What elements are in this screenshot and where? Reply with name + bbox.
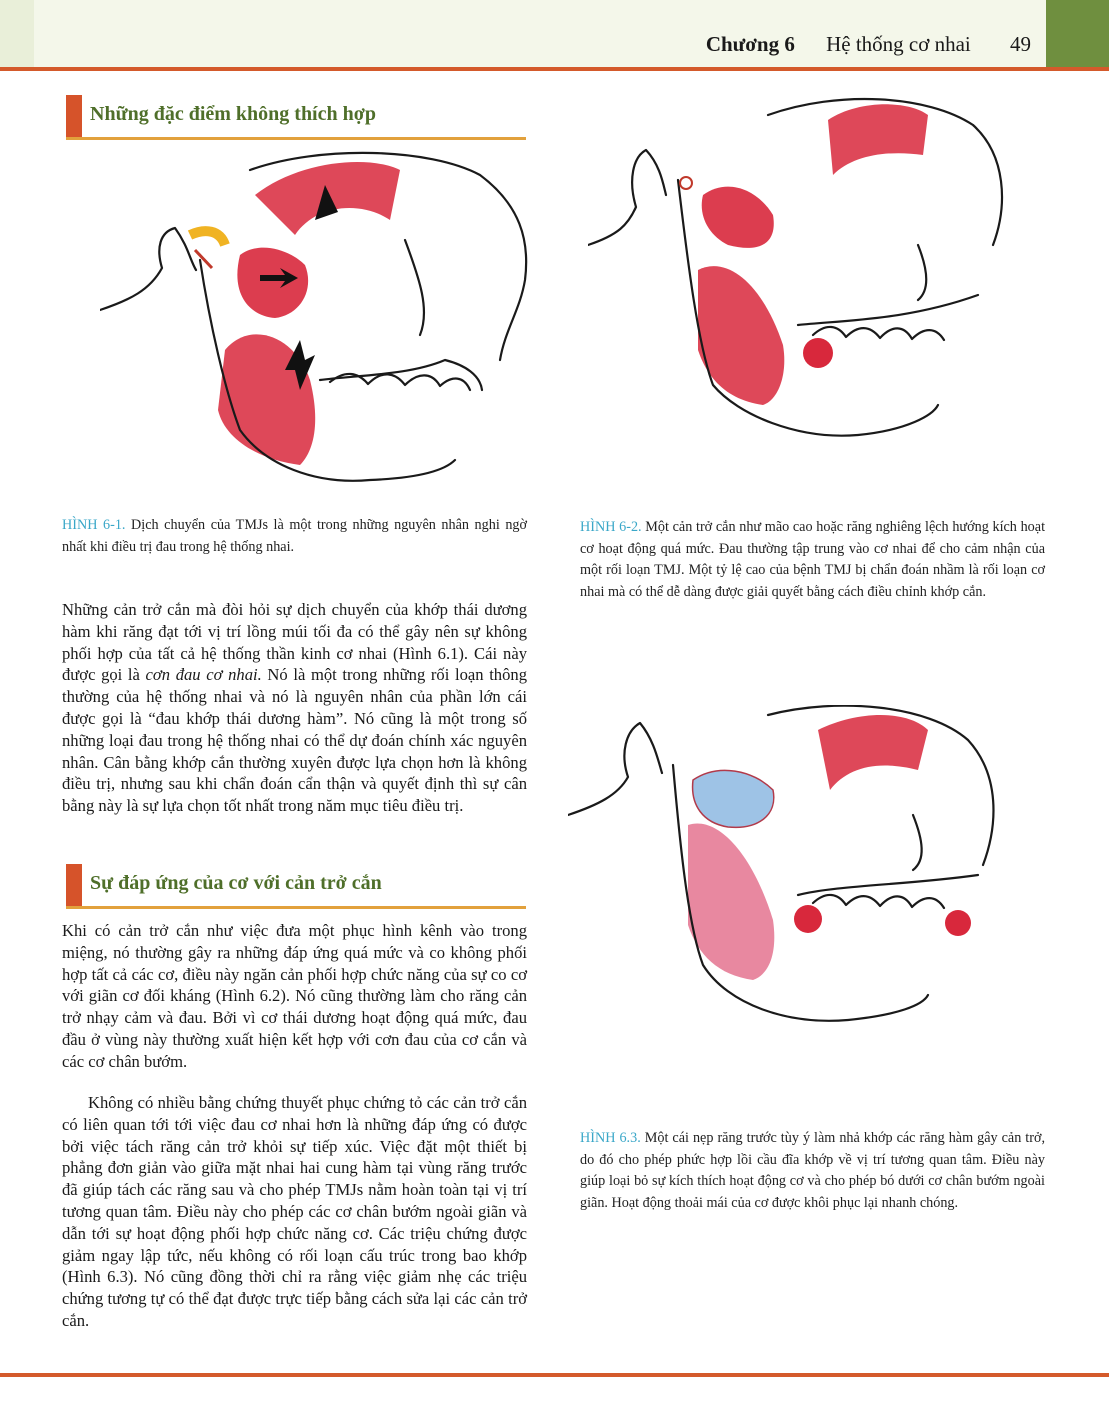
caption-label: HÌNH 6.3. — [580, 1130, 641, 1146]
body-paragraph-1 — [62, 599, 527, 817]
footer-rule — [0, 1373, 1109, 1377]
body-paragraph-3: Không có nhiều bằng chứng thuyết phục chứng tỏ các cản trở cắn có liên quan tới tới việc đau cơ nhai hơn là những đáp ứng có được bởi việc tách răng cản trở khỏi sự tiếp xúc. Việc đặt một thiết bị phẳng đơn giản vào giữa mặt nhai hai cung hàm tại vùng răng trước đã giúp tách các răng sau và cho phép TMJs nằm hoàn toàn tại vị trí tương quan tâm. Điều này cho phép các cơ chân bướm ngoài giãn và dẫn tới sự hoạt động phối hợp chức năng cơ. Các triệu chứng được giảm ngay lập tức, nếu không có rối loạn cấu trúc trong bao khớp (Hình 6.3). Nó cũng đồng thời chỉ ra rằng việc giảm nhẹ các triệu chứng tương tự có thể đạt được trực tiếp bằng cách sửa lại các cản trở cắn. — [62, 1093, 527, 1330]
body-paragraph-2: Khi có cản trở cắn như việc đưa một phục hình kênh vào trong miệng, nó thường gây ra những đáp ứng quá mức và co không phối hợp tất cả các cơ, điều này ngăn cản phối hợp chức năng của sự co cơ với giãn cơ đối kháng (Hình 6.2). Nó cũng thường làm cho răng cản trở nhạy cảm và đau. Bởi vì cơ thái dương hoạt động quá mức, đau đầu ở vùng này thường xuất hiện kết hợp với cơn đau của cơ cắn và các cơ chân bướm. — [62, 921, 527, 1071]
caption-label: HÌNH 6-2. — [580, 519, 642, 535]
caption-text: Một cản trở cắn như mão cao hoặc răng nghiêng lệch hướng kích hoạt cơ hoạt động quá mức. Đau thường tập trung vào cơ nhai để cho cảm nhận của một rối loạn TMJ. Một tỷ lệ cao của bệnh TMJ bị chẩn đoán nhầm là rối loạn cơ nhai mà có thể dễ dàng được giải quyết bằng cách điều chỉnh khớp cắn. — [580, 519, 1046, 600]
running-head — [706, 32, 1031, 57]
chapter-label: Chương 6 — [705, 32, 795, 56]
header-rule — [0, 67, 1109, 71]
figure-6-1-caption — [62, 515, 527, 558]
page-number: 49 — [1010, 32, 1031, 56]
figure-6-1-illustration — [100, 150, 530, 500]
figure-6-2-caption — [580, 517, 1045, 603]
caption-text: Dịch chuyển của TMJs là một trong những nguyên nhân nghi ngờ nhất khi điều trị đau trong hệ thống nhai. — [62, 517, 528, 555]
heading-underline — [66, 906, 526, 909]
header-left-strip — [0, 0, 34, 67]
para-text: Những cản trở cắn mà đòi hỏi sự dịch chuyển của khớp thái dương hàm khi răng đạt tới vị trí lồng múi tối đa có thể gây nên sự không phối hợp của tất cả hệ thống thần kinh cơ nhai (Hình 6.1). Cái này được gọi là — [62, 600, 527, 685]
figure-6-3-illustration — [568, 705, 1018, 1095]
emphasis-term: cơn đau cơ nhai. — [145, 665, 262, 685]
para-text: Nó là một trong những rối loạn thông thường của hệ thống nhai và nó là nguyên nhân của phần lớn cái được gọi là “đau khớp thái dương hàm”. Nó cũng là một trong số những loại đau trong hệ thống nhai có thể dự đoán chính xác nguyên nhân. Cân bằng khớp cắn thường xuyên được lựa chọn hơn là không điều trị, nhưng sau khi chẩn đoán cẩn thận và quyết định thì sự cân bằng này là sự lựa chọn tốt nhất trong năm mục tiêu điều trị. — [62, 665, 527, 816]
heading-bar — [66, 95, 82, 137]
heading-text: Sự đáp ứng của cơ với cản trở cắn — [90, 872, 382, 894]
caption-text: Một cái nẹp răng trước tùy ý làm nhả khớp các răng hàm gây cản trở, do đó cho phép phức hợp lồi cầu đĩa khớp về vị trí tương quan tâm. Điều này giúp loại bỏ sự kích thích hoạt động cơ và cho phép bó dưới cơ chân bướm ngoài giãn. Hoạt động thoải mái của cơ được khôi phục lại nhanh chóng. — [580, 1130, 1046, 1211]
figure-6-2-illustration — [588, 95, 1018, 455]
caption-label: HÌNH 6-1. — [62, 517, 126, 533]
chapter-tab — [1046, 0, 1109, 67]
heading-text: Những đặc điểm không thích hợp — [90, 103, 376, 125]
heading-underline — [66, 137, 526, 140]
figure-6-3-caption — [580, 1128, 1045, 1214]
chapter-title: Hệ thống cơ nhai — [826, 32, 971, 56]
heading-bar — [66, 864, 82, 906]
